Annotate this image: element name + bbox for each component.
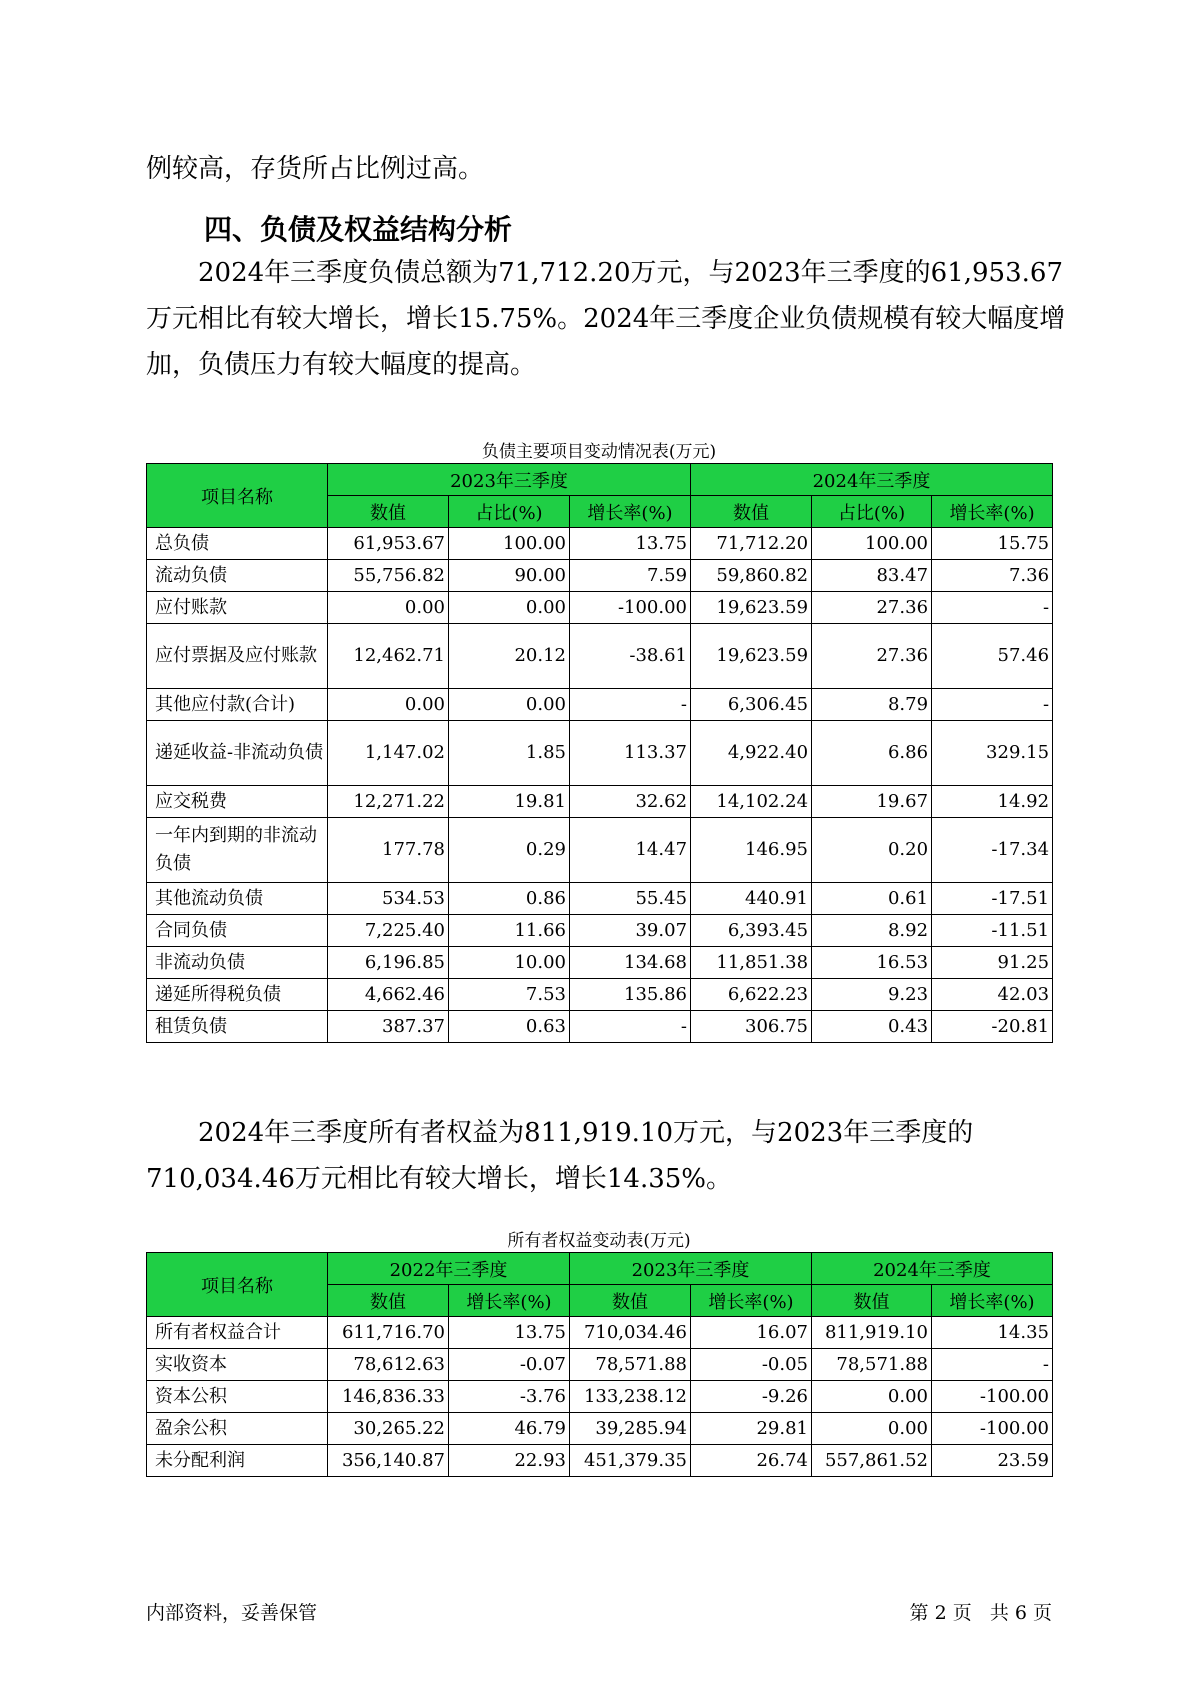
table-row xyxy=(147,947,1053,979)
sub-header-value: 数值 xyxy=(570,1285,691,1317)
table-cell: 19.81 xyxy=(449,786,570,818)
table-row xyxy=(147,818,1053,883)
table-cell: -20.81 xyxy=(932,1011,1053,1043)
table-cell: -0.05 xyxy=(691,1349,812,1381)
table-cell: 135.86 xyxy=(570,979,691,1011)
period-header-2023: 2023年三季度 xyxy=(328,464,691,496)
table-cell: 20.12 xyxy=(449,624,570,689)
table-cell: 78,612.63 xyxy=(328,1349,449,1381)
table-cell: 61,953.67 xyxy=(328,528,449,560)
row-label: 流动负债 xyxy=(147,560,328,592)
table-cell: 8.92 xyxy=(812,915,932,947)
table-row xyxy=(147,1413,1053,1445)
row-label: 租赁负债 xyxy=(147,1011,328,1043)
row-label: 应交税费 xyxy=(147,786,328,818)
table-cell: 100.00 xyxy=(812,528,932,560)
liability-table xyxy=(146,463,1053,1043)
col-header-item-name: 项目名称 xyxy=(147,464,328,528)
table-row xyxy=(147,1381,1053,1413)
table-cell: 146,836.33 xyxy=(328,1381,449,1413)
table-cell: 133,238.12 xyxy=(570,1381,691,1413)
sub-header-growth: 增长率(%) xyxy=(932,1285,1053,1317)
footer-confidential-note: 内部资料，妥善保管 xyxy=(146,1602,318,1624)
intro-tail-text: 例较高，存货所占比例过高。 xyxy=(146,154,485,184)
table-cell: 14.47 xyxy=(570,818,691,883)
sub-header-growth: 增长率(%) xyxy=(691,1285,812,1317)
row-label: 实收资本 xyxy=(147,1349,328,1381)
table-cell: 0.61 xyxy=(812,883,932,915)
table-cell: -3.76 xyxy=(449,1381,570,1413)
sub-header-value: 数值 xyxy=(328,496,449,528)
table-cell: 55.45 xyxy=(570,883,691,915)
table-cell: 12,271.22 xyxy=(328,786,449,818)
table-cell: 1,147.02 xyxy=(328,721,449,786)
table-cell: 14.92 xyxy=(932,786,1053,818)
table-cell: 0.20 xyxy=(812,818,932,883)
table-cell: 27.36 xyxy=(812,624,932,689)
row-label: 递延所得税负债 xyxy=(147,979,328,1011)
table-cell: 19.67 xyxy=(812,786,932,818)
table-cell: 83.47 xyxy=(812,560,932,592)
table-cell: 6,393.45 xyxy=(691,915,812,947)
table-row xyxy=(147,721,1053,786)
table-cell: 22.93 xyxy=(449,1445,570,1477)
table-cell: 19,623.59 xyxy=(691,592,812,624)
table-cell: -9.26 xyxy=(691,1381,812,1413)
period-header-2022: 2022年三季度 xyxy=(328,1253,570,1285)
row-label: 一年内到期的非流动负债 xyxy=(147,818,328,883)
sub-header-value: 数值 xyxy=(691,496,812,528)
equity-table xyxy=(146,1252,1053,1477)
table-cell: 4,922.40 xyxy=(691,721,812,786)
table-cell: 13.75 xyxy=(449,1317,570,1349)
table-row xyxy=(147,979,1053,1011)
period-header-2024: 2024年三季度 xyxy=(812,1253,1053,1285)
table-cell: 32.62 xyxy=(570,786,691,818)
table-row xyxy=(147,592,1053,624)
row-label: 所有者权益合计 xyxy=(147,1317,328,1349)
table-cell: - xyxy=(570,1011,691,1043)
table-cell: 146.95 xyxy=(691,818,812,883)
table-row xyxy=(147,883,1053,915)
table-cell: 7,225.40 xyxy=(328,915,449,947)
table-cell: - xyxy=(932,689,1053,721)
table-cell: 78,571.88 xyxy=(570,1349,691,1381)
table-cell: 9.23 xyxy=(812,979,932,1011)
table-cell: -100.00 xyxy=(932,1381,1053,1413)
table-cell: -17.34 xyxy=(932,818,1053,883)
table-cell: 11.66 xyxy=(449,915,570,947)
table-cell: 90.00 xyxy=(449,560,570,592)
table-cell: 8.79 xyxy=(812,689,932,721)
row-label: 非流动负债 xyxy=(147,947,328,979)
table-cell: 611,716.70 xyxy=(328,1317,449,1349)
table-cell: 811,919.10 xyxy=(812,1317,932,1349)
table-cell: 10.00 xyxy=(449,947,570,979)
table-cell: 6,196.85 xyxy=(328,947,449,979)
sub-header-share: 占比(%) xyxy=(449,496,570,528)
table-cell: 19,623.59 xyxy=(691,624,812,689)
table-cell: 387.37 xyxy=(328,1011,449,1043)
table-row xyxy=(147,1349,1053,1381)
table-cell: -100.00 xyxy=(570,592,691,624)
row-label: 其他应付款(合计) xyxy=(147,689,328,721)
table-cell: - xyxy=(570,689,691,721)
table-cell: 0.00 xyxy=(328,689,449,721)
table-cell: 306.75 xyxy=(691,1011,812,1043)
row-label: 资本公积 xyxy=(147,1381,328,1413)
table-cell: 0.63 xyxy=(449,1011,570,1043)
sub-header-value: 数值 xyxy=(328,1285,449,1317)
table-cell: 27.36 xyxy=(812,592,932,624)
sub-header-growth: 增长率(%) xyxy=(932,496,1053,528)
table-cell: 329.15 xyxy=(932,721,1053,786)
table-cell: 7.53 xyxy=(449,979,570,1011)
table-cell: 7.36 xyxy=(932,560,1053,592)
liability-table-caption: 负债主要项目变动情况表(万元) xyxy=(481,442,717,462)
equity-paragraph: 2024年三季度所有者权益为811,919.10万元，与2023年三季度的710,034.46万元相比有较大增长，增长14.35%。 xyxy=(146,1118,974,1194)
table-cell: 29.81 xyxy=(691,1413,812,1445)
table-cell: -17.51 xyxy=(932,883,1053,915)
col-header-item-name: 项目名称 xyxy=(147,1253,328,1317)
sub-header-growth: 增长率(%) xyxy=(570,496,691,528)
table-row xyxy=(147,528,1053,560)
table-row xyxy=(147,1317,1053,1349)
table-cell: 0.00 xyxy=(812,1413,932,1445)
table-cell: 0.00 xyxy=(328,592,449,624)
table-cell: 0.43 xyxy=(812,1011,932,1043)
sub-header-growth: 增长率(%) xyxy=(449,1285,570,1317)
table-cell: 557,861.52 xyxy=(812,1445,932,1477)
sub-header-value: 数值 xyxy=(812,1285,932,1317)
table-cell: 7.59 xyxy=(570,560,691,592)
table-row xyxy=(147,786,1053,818)
row-label: 总负债 xyxy=(147,528,328,560)
table-cell: 134.68 xyxy=(570,947,691,979)
row-label: 递延收益-非流动负债 xyxy=(147,721,328,786)
table-row xyxy=(147,915,1053,947)
table-cell: 39.07 xyxy=(570,915,691,947)
table-cell: -11.51 xyxy=(932,915,1053,947)
table-cell: 440.91 xyxy=(691,883,812,915)
table-cell: 6.86 xyxy=(812,721,932,786)
table-cell: 14,102.24 xyxy=(691,786,812,818)
row-label: 应付票据及应付账款 xyxy=(147,624,328,689)
table-cell: 30,265.22 xyxy=(328,1413,449,1445)
equity-table-caption: 所有者权益变动表(万元) xyxy=(507,1231,691,1251)
table-cell: 16.53 xyxy=(812,947,932,979)
period-header-2024: 2024年三季度 xyxy=(691,464,1053,496)
table-cell: 26.74 xyxy=(691,1445,812,1477)
table-cell: -0.07 xyxy=(449,1349,570,1381)
table-cell: 16.07 xyxy=(691,1317,812,1349)
table-cell: -38.61 xyxy=(570,624,691,689)
table-cell: 78,571.88 xyxy=(812,1349,932,1381)
table-cell: 6,306.45 xyxy=(691,689,812,721)
table-cell: 710,034.46 xyxy=(570,1317,691,1349)
table-row xyxy=(147,689,1053,721)
table-cell: 42.03 xyxy=(932,979,1053,1011)
row-label: 盈余公积 xyxy=(147,1413,328,1445)
row-label: 应付账款 xyxy=(147,592,328,624)
table-cell: 14.35 xyxy=(932,1317,1053,1349)
table-cell: 13.75 xyxy=(570,528,691,560)
table-cell: 4,662.46 xyxy=(328,979,449,1011)
table-cell: 0.00 xyxy=(449,592,570,624)
sub-header-share: 占比(%) xyxy=(812,496,932,528)
table-row xyxy=(147,1011,1053,1043)
table-row xyxy=(147,1445,1053,1477)
table-cell: 71,712.20 xyxy=(691,528,812,560)
row-label: 其他流动负债 xyxy=(147,883,328,915)
table-cell: 534.53 xyxy=(328,883,449,915)
table-cell: 100.00 xyxy=(449,528,570,560)
table-cell: - xyxy=(932,1349,1053,1381)
table-cell: 91.25 xyxy=(932,947,1053,979)
liability-paragraph: 2024年三季度负债总额为71,712.20万元，与2023年三季度的61,953.67万元相比有较大增长，增长15.75%。2024年三季度企业负债规模有较大幅度增加，负债压力有较大幅度的提高。 xyxy=(146,258,1066,380)
table-cell: 0.29 xyxy=(449,818,570,883)
table-cell: 0.00 xyxy=(812,1381,932,1413)
table-cell: 113.37 xyxy=(570,721,691,786)
table-cell: 1.85 xyxy=(449,721,570,786)
table-cell: 23.59 xyxy=(932,1445,1053,1477)
table-cell: 11,851.38 xyxy=(691,947,812,979)
table-cell: 0.00 xyxy=(449,689,570,721)
table-cell: - xyxy=(932,592,1053,624)
table-cell: 15.75 xyxy=(932,528,1053,560)
footer-page-number: 第 2 页 共 6 页 xyxy=(909,1602,1052,1624)
table-cell: 55,756.82 xyxy=(328,560,449,592)
table-row xyxy=(147,560,1053,592)
table-cell: 59,860.82 xyxy=(691,560,812,592)
table-cell: 451,379.35 xyxy=(570,1445,691,1477)
table-cell: 57.46 xyxy=(932,624,1053,689)
table-row xyxy=(147,624,1053,689)
period-header-2023: 2023年三季度 xyxy=(570,1253,812,1285)
row-label: 未分配利润 xyxy=(147,1445,328,1477)
table-cell: 356,140.87 xyxy=(328,1445,449,1477)
table-cell: 46.79 xyxy=(449,1413,570,1445)
table-cell: -100.00 xyxy=(932,1413,1053,1445)
table-cell: 12,462.71 xyxy=(328,624,449,689)
table-cell: 39,285.94 xyxy=(570,1413,691,1445)
table-cell: 0.86 xyxy=(449,883,570,915)
section-heading: 四、负债及权益结构分析 xyxy=(204,213,513,246)
table-cell: 6,622.23 xyxy=(691,979,812,1011)
row-label: 合同负债 xyxy=(147,915,328,947)
table-cell: 177.78 xyxy=(328,818,449,883)
